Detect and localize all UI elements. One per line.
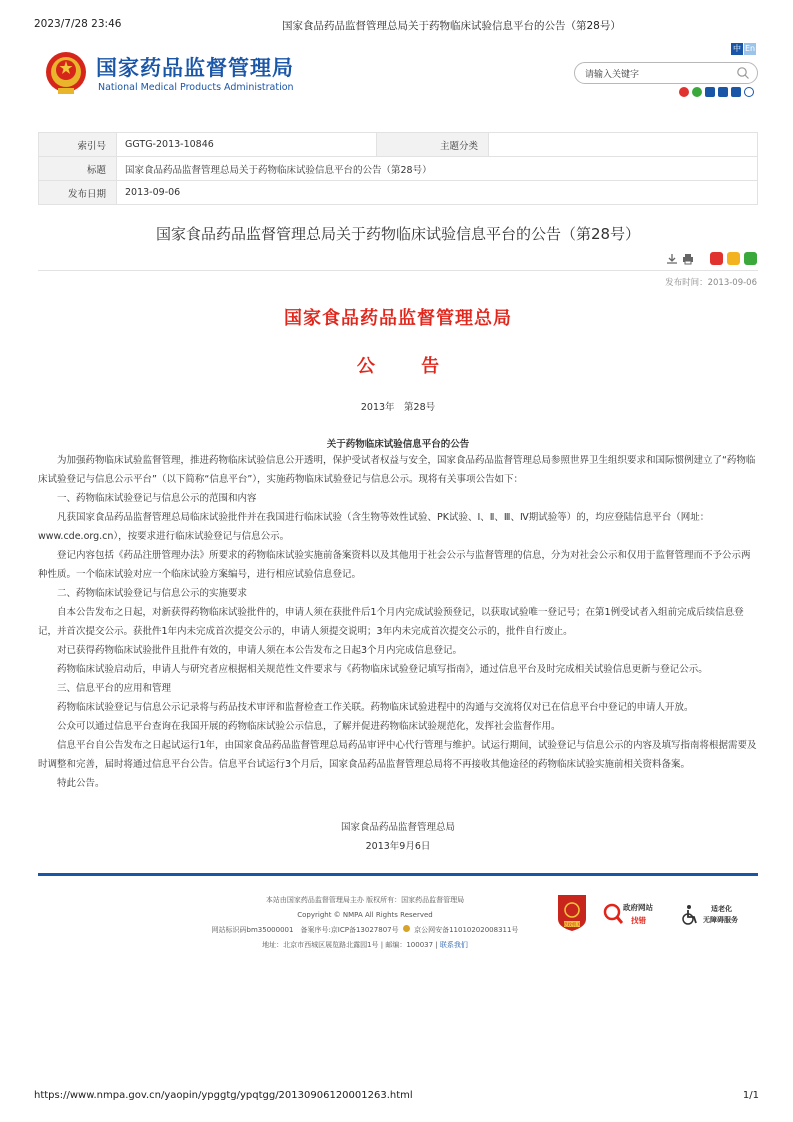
article-title: 国家食品药品监督管理总局关于药物临床试验信息平台的公告（第28号） (155, 225, 641, 243)
accessibility-icon[interactable] (705, 87, 715, 97)
footer-address: 地址：北京市西城区展览路北露园1号 | 邮编：100037 | (262, 941, 438, 949)
print-icon[interactable] (682, 253, 694, 265)
footer-icp[interactable]: 网站标识码bm35000001 备案序号:京ICP备13027807号 (211, 926, 399, 934)
lang-zh-button[interactable]: 中 (733, 44, 741, 53)
table-row (39, 181, 758, 205)
print-datetime: 2023/7/28 23:46 (34, 18, 122, 30)
gov-site-error-report[interactable] (603, 900, 663, 928)
table-row (39, 133, 758, 157)
lang-en-button[interactable]: En (744, 44, 756, 53)
user-icon[interactable] (744, 87, 754, 97)
gov-site-label: 政府网站 (623, 903, 653, 912)
site-name-cn[interactable]: 国家药品监督管理局 (96, 56, 294, 80)
print-footer (34, 1090, 759, 1104)
footer-registration (180, 923, 550, 938)
share-favorite-icon[interactable] (727, 252, 740, 265)
national-emblem-icon[interactable] (44, 48, 88, 98)
notice-subject: 关于药物临床试验信息平台的公告 (326, 439, 470, 450)
paragraph: 登记内容包括《药品注册管理办法》所要求的药物临床试验实施前备案资料以及其他用于社会公示与监督管理的信息，分为对社会公示和仅用于监督管理而不予公示两种性质。一个临床试验对应一个临床试验方案编号，进行相应试验信息登记。 (38, 550, 751, 580)
footer-copyright: Copyright © NMPA All Rights Reserved (297, 911, 433, 919)
divider (38, 270, 758, 271)
download-icon[interactable] (666, 253, 678, 265)
date-value: 2013-09-06 (117, 181, 758, 205)
magnifier-icon (603, 902, 623, 926)
access-label-elderly: 适老化 (711, 905, 732, 913)
section-heading: 二、药物临床试验登记与信息公示的实施要求 (57, 588, 248, 599)
index-label: 索引号 (39, 133, 117, 157)
footer-info (180, 893, 550, 953)
issuer-heading: 国家食品药品监督管理总局 (284, 308, 512, 329)
title-value: 国家食品药品监督管理总局关于药物临床试验信息平台的公告（第28号） (117, 157, 758, 181)
gov-site-action: 找错 (631, 916, 646, 925)
wechat-icon[interactable] (692, 87, 702, 97)
page-number: 1/1 (742, 1090, 759, 1101)
footer-police[interactable]: 京公网安备11010202008311号 (414, 926, 519, 934)
mobile-icon[interactable] (718, 87, 728, 97)
article-tools (666, 252, 757, 265)
paragraph: 公众可以通过信息平台查询在我国开展的药物临床试验公示信息，了解并促进药物临床试验规范化，发挥社会监督作用。 (57, 721, 561, 732)
social-links (679, 87, 754, 97)
mail-icon[interactable] (731, 87, 741, 97)
category-label: 主题分类 (377, 133, 489, 157)
section-heading: 一、药物临床试验登记与信息公示的范围和内容 (57, 493, 257, 504)
paragraph: 自本公告发布之日起，对新获得药物临床试验批件的，申请人须在获批件后1个月内完成试验预登记，以获取试验唯一登记号；在第1例受试者入组前完成后续信息登记，并首次提交公示。获批件1年内未完成首次提交公示的，申请人须提交说明；3年内未完成首次提交公示的，批件自行废止。 (38, 607, 744, 637)
print-title: 国家食品药品监督管理总局关于药物临床试验信息平台的公告（第28号） (282, 20, 621, 32)
notice-heading (38, 352, 758, 378)
category-value (489, 133, 758, 157)
notice-char: 公 (356, 356, 375, 377)
title-label: 标题 (39, 157, 117, 181)
weibo-icon[interactable] (679, 87, 689, 97)
access-label-barrier-free: 无障碍服务 (703, 916, 738, 924)
language-switch (731, 43, 756, 55)
paragraph: 对已获得药物临床试验批件且批件有效的，申请人须在本公告发布之日起3个月内完成信息登记。 (57, 645, 463, 656)
section-heading: 三、信息平台的应用和管理 (57, 683, 172, 694)
paragraph: 为加强药物临床试验监督管理，推进药物临床试验信息公开透明，保护受试者权益与安全，国家食品药品监督管理总局参照世界卫生组织要求和国际惯例建立了“药物临床试验登记与信息公示平台”（以下简称“信息平台”），实施药物临床试验登记与信息公示。现将有关事项公告如下： (38, 455, 756, 485)
notice-char: 告 (421, 356, 440, 377)
article-body (38, 451, 758, 793)
print-header (34, 18, 759, 32)
site-name-en[interactable]: National Medical Products Administration (98, 82, 294, 93)
signature-block (38, 818, 758, 856)
party-government-badge-icon[interactable] (556, 893, 588, 933)
search-icon[interactable] (736, 66, 750, 80)
paragraph: 信息平台自公告发布之日起试运行1年，由国家食品药品监督管理总局药品审评中心代行管理与维护。试运行期间，试验登记与信息公示的内容及填写指南将根据需要及时调整和完善，届时将通过信息平台公告。信息平台试运行3个月后，国家食品药品监督管理总局将不再接收其他途径的药物临床试验实施前相关资料备案。 (38, 740, 757, 770)
paragraph: 特此公告。 (57, 778, 105, 789)
footer-sponsor: 本站由国家药品监督管理局主办 版权所有：国家药品监督管理局 (265, 896, 465, 904)
wheelchair-icon (681, 904, 699, 926)
paragraph: 凡获国家食品药品监督管理总局临床试验批件并在我国进行临床试验（含生物等效性试验、PK试验、Ⅰ、Ⅱ、Ⅲ、Ⅳ期试验等）的，均应登陆信息平台（网址：www.cde.org.cn），按要求进行临床试验登记与信息公示。 (38, 512, 710, 542)
share-wechat-icon[interactable] (744, 252, 757, 265)
footer-address-line (180, 938, 550, 953)
accessibility-service[interactable] (681, 902, 751, 928)
metadata-table (38, 132, 758, 205)
index-value: GGTG-2013-10846 (117, 133, 377, 157)
party-badge-text: 党政机关 (563, 923, 581, 928)
date-label: 发布日期 (39, 181, 117, 205)
search-input[interactable]: 请输入关键字 (585, 70, 640, 80)
signature-org: 国家食品药品监督管理总局 (340, 822, 455, 833)
paragraph: 药物临床试验启动后，申请人与研究者应根据相关规范性文件要求与《药物临床试验登记填写指南》，通过信息平台及时完成相关试验信息更新与登记公示。 (57, 664, 708, 675)
search-box[interactable] (574, 62, 758, 84)
paragraph: 药物临床试验登记与信息公示记录将与药品技术审评和监督检查工作关联。药物临床试验进程中的沟通与交流将仅对已在信息平台中登记的申请人开放。 (57, 702, 694, 713)
share-weibo-icon[interactable] (710, 252, 723, 265)
footer-divider (38, 873, 758, 876)
document-number: 2013年 第28号 (360, 402, 436, 413)
table-row (39, 157, 758, 181)
police-icon (403, 925, 410, 932)
contact-link[interactable]: 联系我们 (439, 941, 468, 949)
signature-date: 2013年9月6日 (365, 841, 431, 852)
publish-time: 发布时间：2013-09-06 (665, 278, 757, 288)
page-url: https://www.nmpa.gov.cn/yaopin/ypggtg/ypqtgg/20130906120001263.html (34, 1090, 413, 1101)
site-header (38, 40, 758, 110)
